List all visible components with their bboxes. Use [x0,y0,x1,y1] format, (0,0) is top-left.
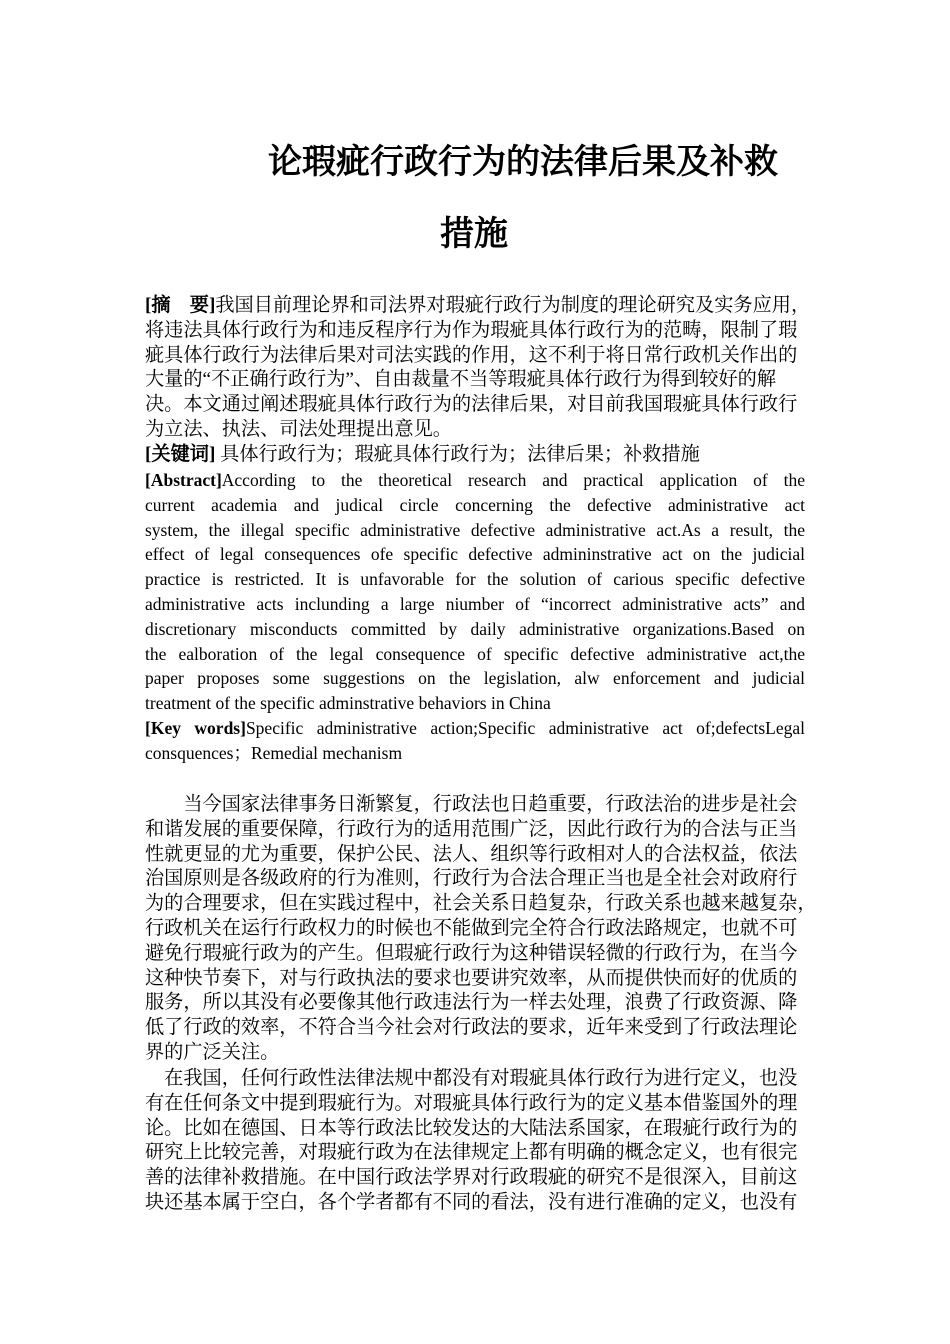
body-line: 性就更显的尤为重要，保护公民、法人、组织等行政相对人的合法权益，依法 [145,843,798,865]
body-line: 界的广泛关注。 [145,1041,280,1063]
abstract-en-line: paper proposes some suggestions on the legislation, alw enforcement and judicial [145,668,805,689]
abstract-en-line: According to the theoretical research and practical application of the [221,470,805,490]
abstract-en-line: the ealboration of the legal consequence of specific defective administrative act,the [145,643,805,664]
keywords-en-line: Specific administrative action;Specific administrative act of;defectsLegal [245,717,805,738]
abstract-en-line: current academia and judical circle concerning the defective administrative act [145,494,805,515]
keywords-cn-text: 具体行政行为；瑕疵具体行政行为；法律后果；补救措施 [215,443,700,465]
abstract-cn-line: 为立法、执法、司法处理提出意见。 [145,418,452,440]
abstract-cn-line: 将违法具体行政行为和违反程序行为作为瑕疵具体行政行为的范畴，限制了瑕 [145,319,798,341]
abstract-cn-label: [摘 要] [145,295,216,316]
body-line: 这种快节奏下，对与行政执法的要求也要讲究效率，从而提供快而好的优质的 [145,967,798,989]
abstract-cn-line: 疵具体行政行为法律后果对司法实践的作用，这不利于将日常行政机关作出的 [145,344,798,366]
abstract-en-line: practice is restricted. It is unfavorable for the solution of carious specific defective [145,569,805,590]
keywords-en-line: consquences；Remedial mechanism [145,742,403,763]
body-line: 块还基本属于空白，各个学者都有不同的看法，没有进行准确的定义，也没有 [145,1191,798,1213]
body-paragraph-2 [145,1067,805,1216]
body-paragraph-1 [145,793,817,1066]
title-line-1: 论瑕疵行政行为的法律后果及补救 [268,142,778,182]
body-line: 服务，所以其没有必要像其他行政违法行为一样去处理，浪费了行政资源、降 [145,992,798,1014]
title-line-2: 措施 [440,214,508,254]
body-line: 当今国家法律事务日渐繁复，行政法也日趋重要，行政法治的进步是社会 [145,794,798,815]
abstract-en-label: [Abstract] [145,470,222,490]
abstract-cn [145,294,811,468]
abstract-cn-line: 我国目前理论界和司法界对瑕疵行政行为制度的理论研究及实务应用， [215,295,811,316]
body-line: 行政机关在运行行政权力的时候也不能做到完全符合行政法路规定，也就不可 [145,917,798,939]
body-line: 避免行瑕疵行政为的产生。但瑕疵行政行为这种错误轻微的行政行为，在当今 [145,942,798,964]
abstract-en-line: treatment of the specific adminstrative behaviors in China [145,693,551,714]
body-line: 论。比如在德国、日本等行政法比较发达的大陆法系国家，在瑕疵行政行为的 [145,1117,798,1139]
abstract-en-line: effect of legal consequences ofe specific defective admininstrative act on the judicial [145,544,805,565]
keywords-en-label: [Key words] [145,717,246,738]
body-line: 为的合理要求，但在实践过程中，社会关系日趋复杂，行政关系也越来越复杂， [145,893,817,915]
body-line: 低了行政的效率，不符合当今社会对行政法的要求，近年来受到了行政法理论 [145,1017,798,1039]
keywords-cn-label: [关键词] [145,443,216,465]
body-line: 治国原则是各级政府的行为准则，行政行为合法合理正当也是全社会对政府行 [145,868,798,890]
body-line: 在我国，任何行政性法律法规中都没有对瑕疵具体行政行为进行定义，也没 [145,1068,798,1089]
body-line: 和谐发展的重要保障，行政行为的适用范围广泛，因此行政行为的合法与正当 [145,818,798,840]
abstract-en [145,468,805,766]
body-line: 研究上比较完善，对瑕疵行政为在法律规定上都有明确的概念定义，也有很完 [145,1142,798,1164]
abstract-en-line: administrative acts inclunding a large niumber of “incorrect administrative acts” and [145,593,805,614]
abstract-cn-line: 决。本文通过阐述瑕疵具体行政行为的法律后果，对目前我国瑕疵具体行政行 [145,394,798,416]
abstract-en-line: discretionary misconducts committed by daily administrative organizations.Based on [145,618,805,639]
body-line: 有在任何条文中提到瑕疵行为。对瑕疵具体行政行为的定义基本借鉴国外的理 [145,1092,798,1114]
abstract-cn-line: 大量的“不正确行政行为”、自由裁量不当等瑕疵具体行政行为得到较好的解 [145,369,777,391]
abstract-en-line: system, the illegal specific administrative defective administrative act.As a result, the [145,519,805,540]
body-line: 善的法律补救措施。在中国行政法学界对行政瑕疵的研究不是很深入，目前这 [145,1167,798,1189]
